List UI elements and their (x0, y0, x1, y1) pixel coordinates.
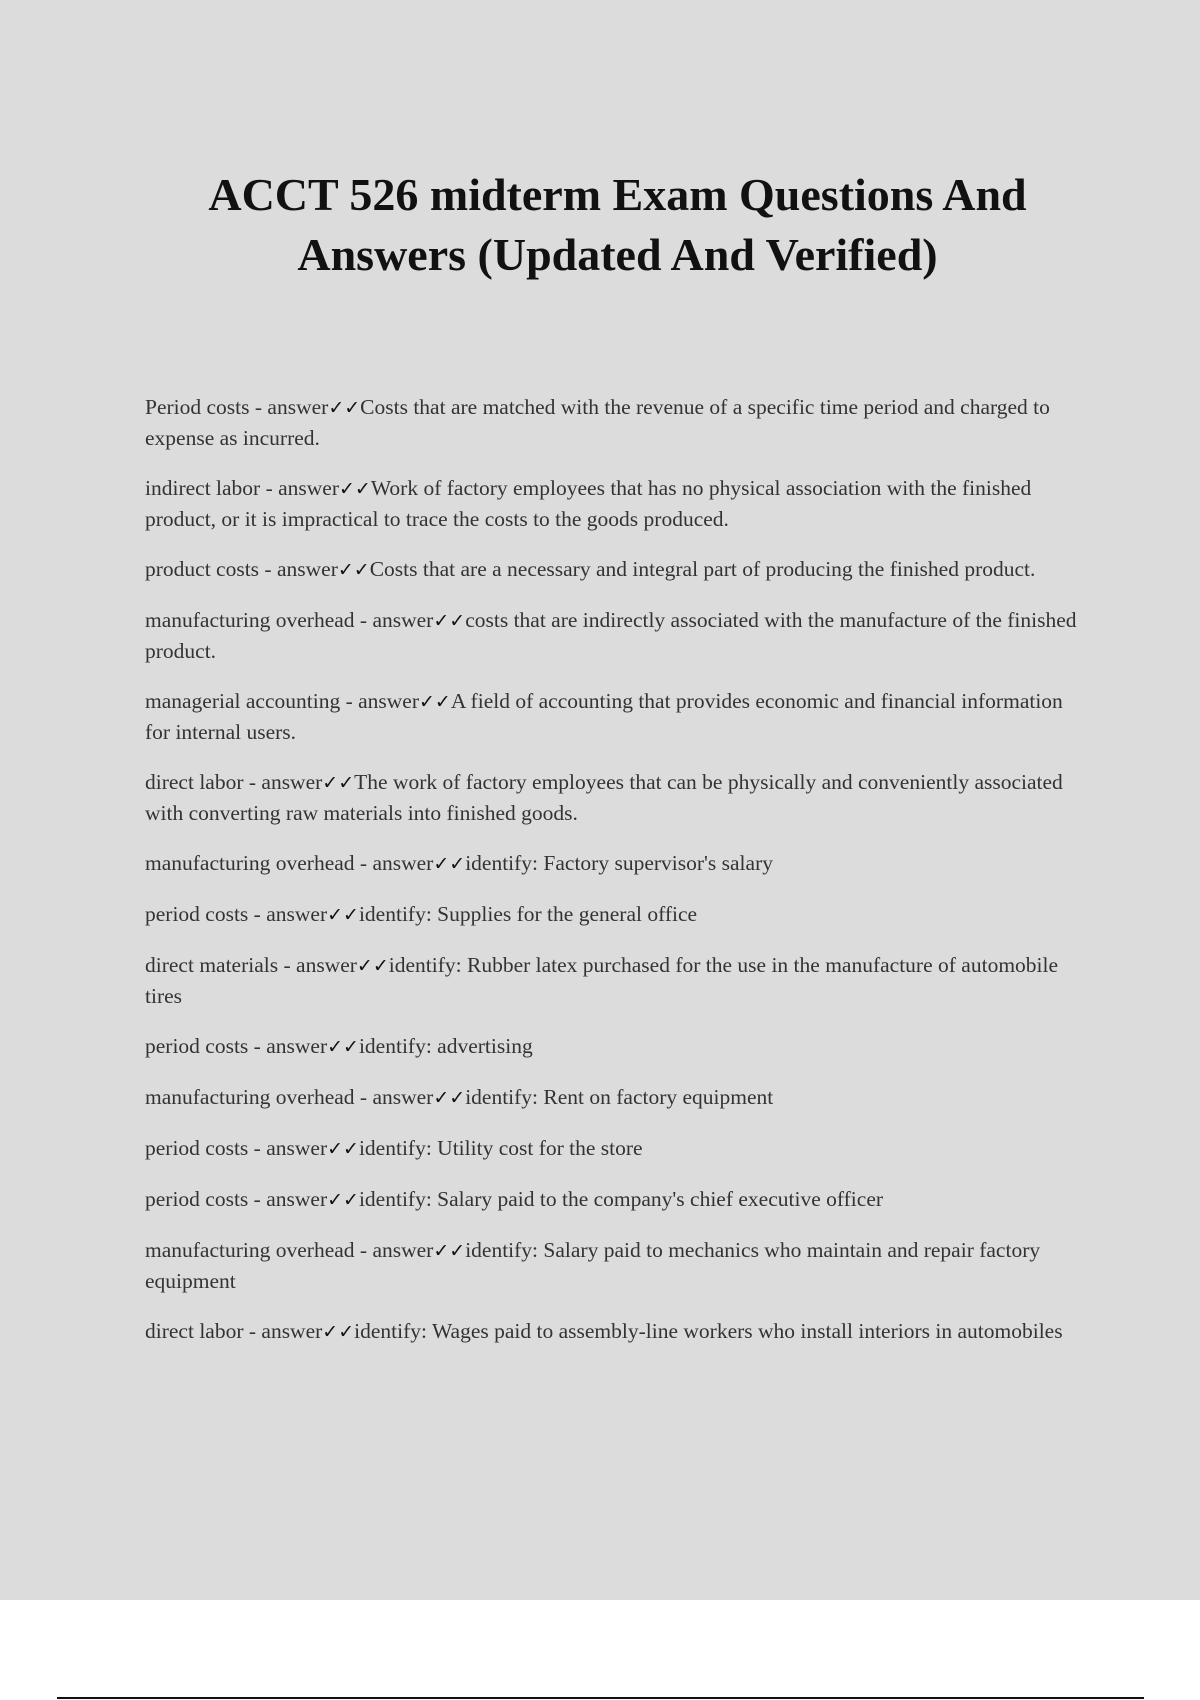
double-check-icon: ✓✓ (339, 478, 371, 500)
answer-text: identify: Utility cost for the store (358, 1136, 643, 1160)
double-check-icon: ✓✓ (337, 559, 370, 581)
double-check-icon: ✓✓ (327, 904, 359, 926)
qa-item (145, 1235, 1085, 1296)
answer-text: identify: Factory supervisor's salary (465, 851, 773, 875)
double-check-icon: ✓✓ (433, 1240, 466, 1262)
qa-item (145, 473, 1085, 534)
term-label: period costs - answer (145, 1136, 328, 1160)
double-check-icon: ✓✓ (328, 397, 361, 419)
answer-text: identify: Supplies for the general office (358, 902, 698, 926)
double-check-icon: ✓✓ (433, 1087, 466, 1109)
double-check-icon: ✓✓ (433, 610, 466, 632)
double-check-icon: ✓✓ (419, 691, 451, 713)
qa-item (145, 1316, 1085, 1347)
term-label: manufacturing overhead - answer (145, 1085, 434, 1109)
qa-item (145, 392, 1085, 453)
qa-item (145, 1031, 1085, 1062)
term-label: direct materials - answer (145, 953, 357, 977)
term-label: period costs - answer (145, 1034, 328, 1058)
answer-text: identify: Rubber latex purchased for the use in the manufacture of automobile tires (145, 953, 1059, 1008)
term-label: manufacturing overhead - answer (145, 851, 434, 875)
qa-item (145, 848, 1085, 879)
double-check-icon: ✓✓ (433, 853, 466, 875)
document-title: ACCT 526 midterm Exam Questions And Answers (Updated And Verified) (208, 169, 1027, 280)
answer-text: identify: Rent on factory equipment (465, 1085, 774, 1109)
answer-text: identify: advertising (358, 1034, 533, 1058)
answer-text: costs that are indirectly associated with the manufacture of the finished product. (145, 608, 1077, 663)
term-label: Period costs - answer (145, 395, 329, 419)
double-check-icon: ✓✓ (322, 1321, 355, 1343)
term-label: indirect labor - answer (145, 476, 340, 500)
double-check-icon: ✓✓ (327, 1036, 359, 1058)
footer-rule (57, 1697, 1144, 1699)
term-label: period costs - answer (145, 1187, 328, 1211)
qa-item (145, 1184, 1085, 1215)
answer-text: Work of factory employees that has no physical association with the finished product, or it is impractical to trace the costs to the goods produced. (145, 476, 1032, 531)
answer-text: identify: Wages paid to assembly-line workers who install interiors in automobiles (354, 1319, 1063, 1343)
answer-text: identify: Salary paid to the company's chief executive officer (358, 1187, 884, 1211)
double-check-icon: ✓✓ (356, 955, 389, 977)
answer-text: Costs that are a necessary and integral part of producing the finished product. (369, 557, 1036, 581)
term-label: direct labor - answer (145, 1319, 323, 1343)
term-label: managerial accounting - answer (145, 689, 419, 713)
double-check-icon: ✓✓ (322, 772, 355, 794)
double-check-icon: ✓✓ (327, 1189, 359, 1211)
qa-item (145, 1082, 1085, 1113)
double-check-icon: ✓✓ (327, 1138, 359, 1160)
qa-list (145, 392, 1085, 1367)
answer-text: Costs that are matched with the revenue of a specific time period and charged to expense as incurred. (145, 395, 1050, 450)
answer-text: A field of accounting that provides economic and financial information for internal users. (145, 689, 1063, 744)
answer-text: identify: Salary paid to mechanics who maintain and repair factory equipment (145, 1238, 1041, 1293)
qa-item (145, 605, 1085, 666)
answer-text: The work of factory employees that can be physically and conveniently associated with converting raw materials into finished goods. (145, 770, 1063, 825)
qa-item (145, 1133, 1085, 1164)
qa-item (145, 950, 1085, 1011)
term-label: direct labor - answer (145, 770, 323, 794)
qa-item (145, 554, 1085, 585)
qa-item (145, 899, 1085, 930)
term-label: manufacturing overhead - answer (145, 608, 434, 632)
qa-item (145, 767, 1085, 828)
term-label: period costs - answer (145, 902, 328, 926)
term-label: product costs - answer (145, 557, 338, 581)
qa-item (145, 686, 1085, 747)
term-label: manufacturing overhead - answer (145, 1238, 434, 1262)
